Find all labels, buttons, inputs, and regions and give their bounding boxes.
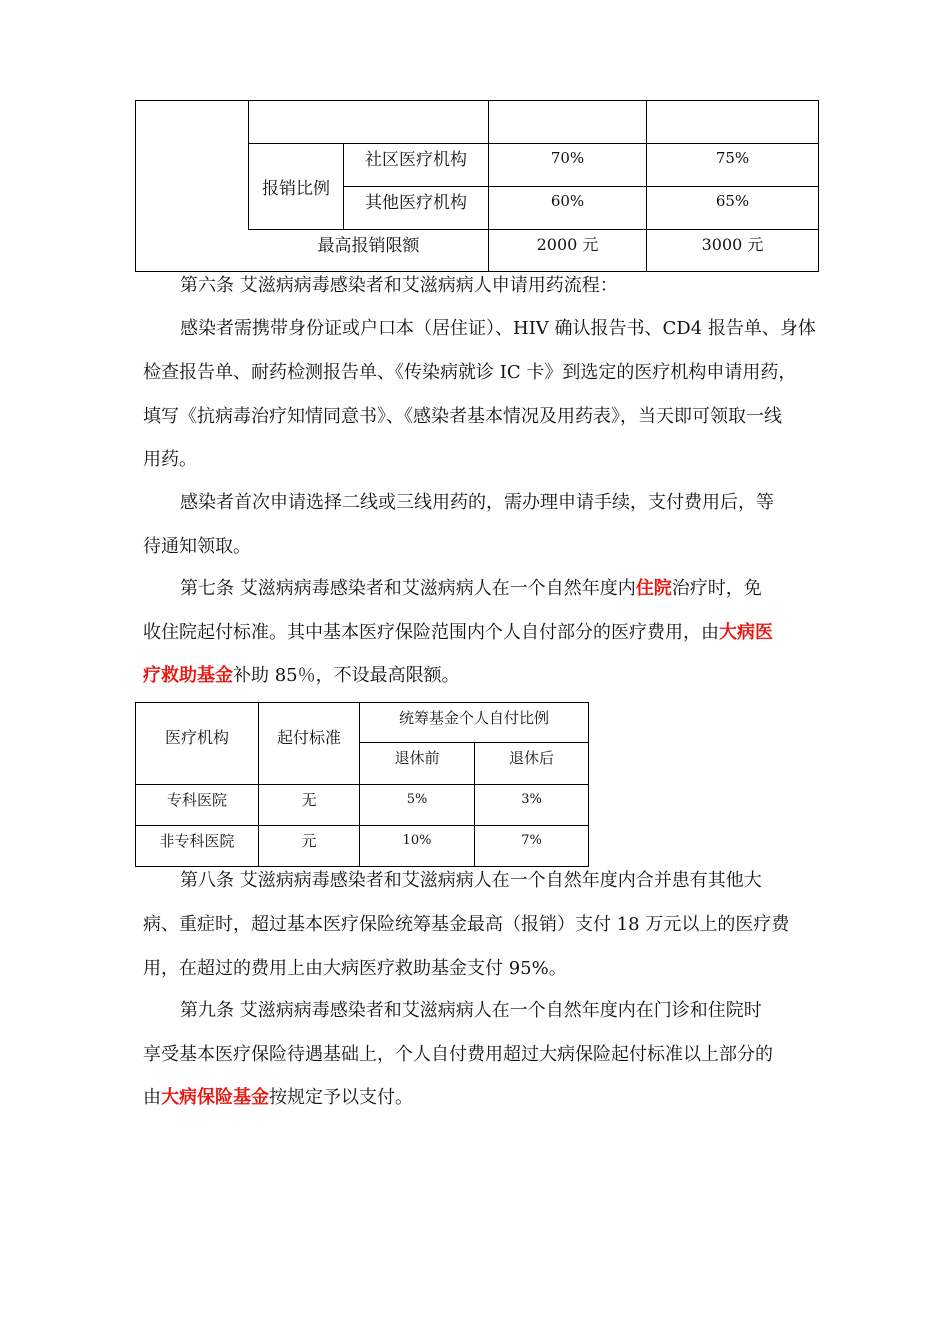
other-org-label: 其他医疗机构 bbox=[365, 193, 467, 213]
article-6-text: 待通知领取。 bbox=[143, 536, 251, 557]
article-7-text: 补助 85％，不设最高限额。 bbox=[233, 665, 460, 686]
article-6-text: 感染者首次申请选择二线或三线用药的，需办理申请手续，支付费用后，等 bbox=[180, 492, 774, 513]
article-9-text: 享受基本医疗保险待遇基础上，个人自付费用超过大病保险起付标准以上部分的 bbox=[143, 1044, 773, 1065]
row-before: 5% bbox=[406, 791, 428, 807]
article-9-line bbox=[143, 1087, 413, 1109]
header-after: 退休后 bbox=[508, 748, 554, 767]
article-6-text: 用药。 bbox=[143, 449, 197, 470]
header-start: 起付标准 bbox=[276, 727, 341, 747]
highlight-inpatient: 住院 bbox=[635, 578, 672, 599]
article-6-text: 填写《抗病毒治疗知情同意书》、《感染者基本情况及用药表》，当天即可领取一线 bbox=[143, 406, 782, 427]
community-org-label: 社区医疗机构 bbox=[365, 150, 467, 170]
max-limit-after: 3000 元 bbox=[701, 235, 764, 254]
article-7-line bbox=[143, 665, 460, 687]
ratio-label: 报销比例 bbox=[262, 179, 330, 199]
row-org: 专科医院 bbox=[166, 790, 227, 809]
row-before: 10% bbox=[402, 832, 432, 848]
max-limit-label: 最高报销限额 bbox=[317, 236, 420, 256]
article-6-text: 感染者需携带身份证或户口本（居住证）、HIV 确认报告书、CD4 报告单、身体 bbox=[180, 318, 816, 339]
row-start: 无 bbox=[301, 790, 317, 809]
article-7-text: 治疗时，免 bbox=[671, 578, 762, 599]
header-org: 医疗机构 bbox=[164, 727, 229, 747]
article-7-line bbox=[143, 622, 773, 644]
article-6-title: 第六条 艾滋病病毒感染者和艾滋病病人申请用药流程： bbox=[180, 275, 618, 296]
other-ratio-after: 65% bbox=[715, 191, 750, 210]
article-9-text: 第九条 艾滋病病毒感染者和艾滋病病人在一个自然年度内在门诊和住院时 bbox=[180, 1000, 762, 1021]
community-ratio-after: 75% bbox=[715, 148, 750, 167]
highlight-fund: 疗救助基金 bbox=[143, 665, 233, 686]
header-ratio: 统筹基金个人自付比例 bbox=[398, 708, 549, 727]
row-org: 非专科医院 bbox=[159, 831, 235, 850]
highlight-insurance-fund: 大病保险基金 bbox=[161, 1087, 269, 1108]
highlight-fund: 大病医 bbox=[719, 622, 773, 643]
max-limit-before: 2000 元 bbox=[536, 235, 599, 254]
article-7-text: 收住院起付标准。其中基本医疗保险范围内个人自付部分的医疗费用，由 bbox=[143, 622, 719, 643]
article-7-line bbox=[180, 578, 762, 600]
article-7-text: 第七条 艾滋病病毒感染者和艾滋病病人在一个自然年度内 bbox=[180, 578, 636, 599]
article-6-text: 检查报告单、耐药检测报告单、《传染病就诊 IC 卡》到选定的医疗机构申请用药， bbox=[143, 362, 797, 383]
row-after: 3% bbox=[521, 791, 542, 807]
header-before: 退休前 bbox=[394, 748, 440, 767]
article-8-text: 用，在超过的费用上由大病医疗救助基金支付 95%。 bbox=[143, 958, 567, 979]
row-start: 元 bbox=[301, 831, 317, 850]
article-8-text: 病、重症时，超过基本医疗保险统筹基金最高（报销）支付 18 万元以上的医疗费 bbox=[143, 914, 790, 935]
other-ratio-before: 60% bbox=[550, 191, 585, 210]
community-ratio-before: 70% bbox=[550, 148, 585, 167]
article-8-text: 第八条 艾滋病病毒感染者和艾滋病病人在一个自然年度内合并患有其他大 bbox=[180, 870, 762, 891]
row-after: 7% bbox=[521, 832, 542, 848]
article-9-text: 由 bbox=[143, 1087, 161, 1108]
article-9-text: 按规定予以支付。 bbox=[269, 1087, 413, 1108]
